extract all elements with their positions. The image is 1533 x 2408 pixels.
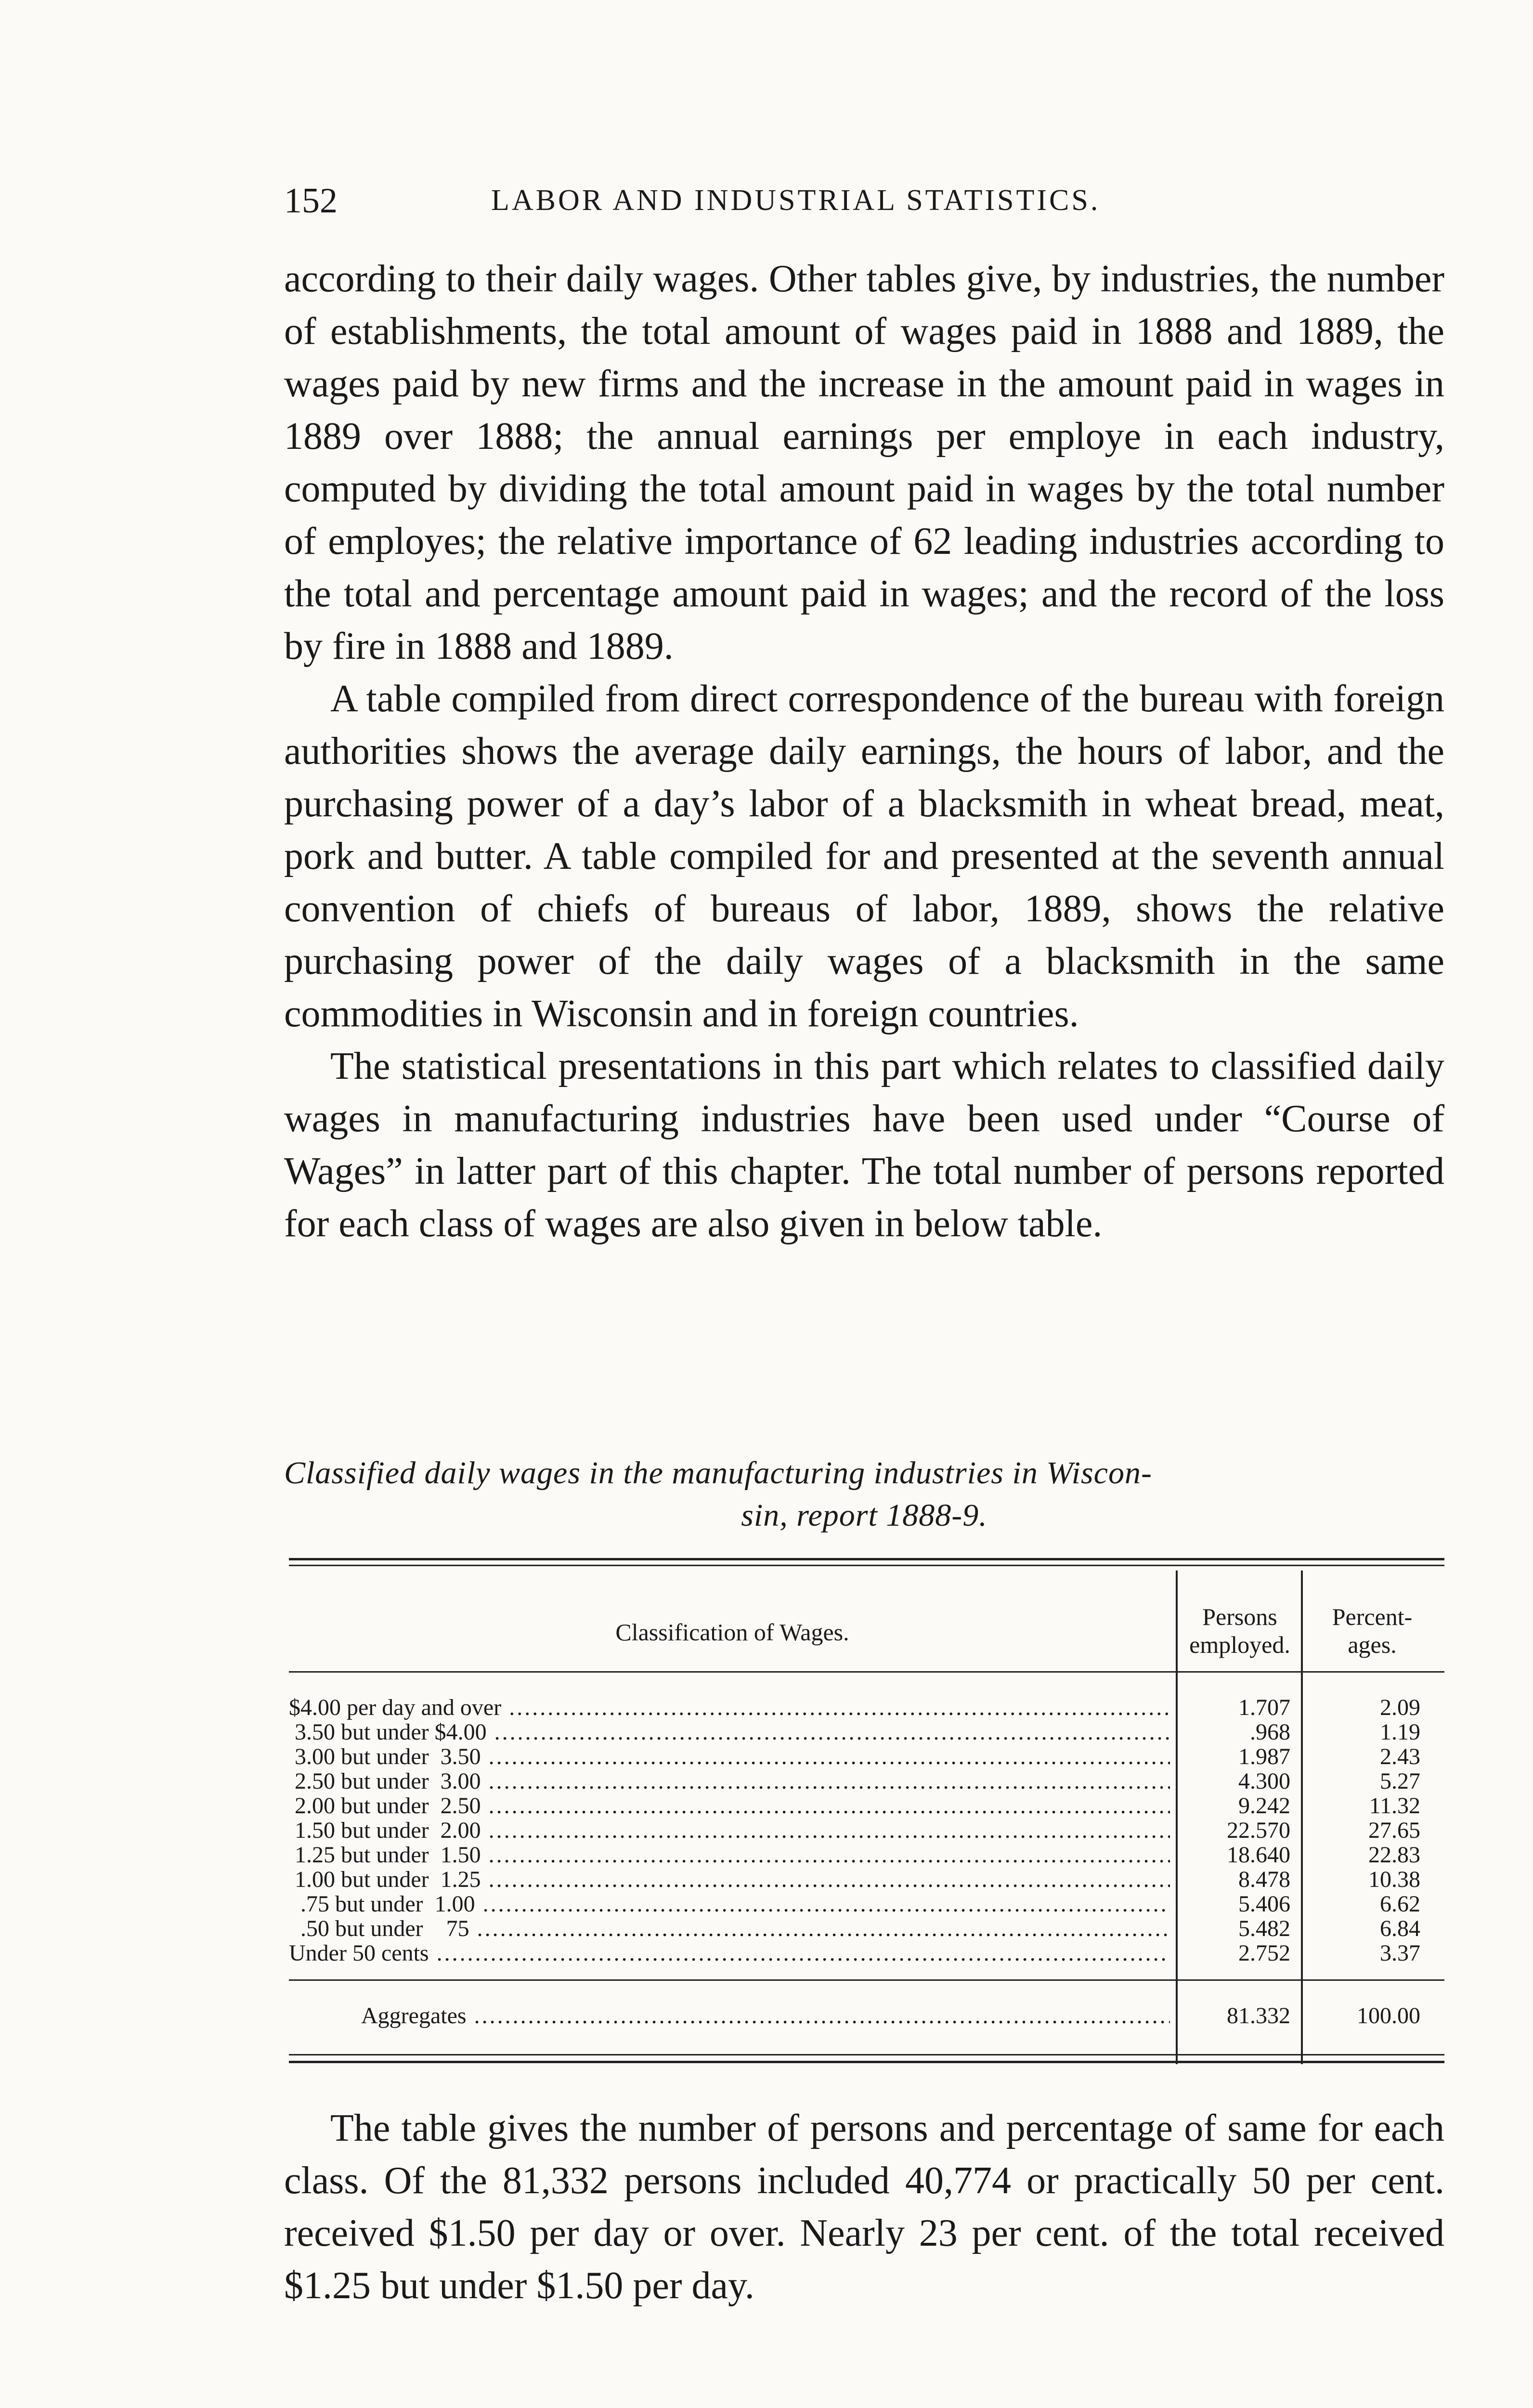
table-bottom-rule-inner — [289, 2054, 1444, 2055]
row-percent: 6.84 — [1380, 1916, 1420, 1941]
row-classification: 3.50 but under $4.00 ..... — [289, 1720, 1170, 1744]
table-top-rule-inner — [289, 1565, 1444, 1566]
row-percent: 27.65 — [1368, 1818, 1420, 1843]
row-percent: 2.09 — [1380, 1695, 1420, 1720]
table-row — [289, 1720, 1444, 1744]
table-row — [289, 1793, 1444, 1818]
aggregate-rule — [289, 1979, 1444, 1981]
table-row — [289, 1867, 1444, 1892]
row-classification: 1.50 but under 2.00 ..... — [289, 1818, 1170, 1843]
header-classification: Classification of Wages. — [615, 1619, 849, 1646]
table-bottom-rule — [289, 2061, 1444, 2063]
table-row — [289, 1769, 1444, 1793]
row-classification: 1.25 but under 1.50 ..... — [289, 1843, 1170, 1867]
row-persons: 8.478 — [1238, 1867, 1290, 1892]
row-persons: 2.752 — [1238, 1940, 1290, 1966]
row-percent: 6.62 — [1380, 1891, 1420, 1917]
row-percent: 10.38 — [1368, 1867, 1420, 1892]
row-classification: 2.00 but under 2.50 ..... — [289, 1793, 1170, 1818]
header-rule — [289, 1671, 1444, 1673]
row-persons: 1.707 — [1238, 1695, 1290, 1720]
aggregate-persons: 81.332 — [1227, 2003, 1290, 2028]
header-persons-line-2: employed. — [1189, 1631, 1290, 1658]
table-row — [289, 1892, 1444, 1916]
table-row — [289, 1818, 1444, 1843]
row-persons: 22.570 — [1227, 1818, 1290, 1843]
table-row — [289, 1695, 1444, 1720]
closing-paragraph: The table gives the number of persons and percentage of same for each class. Of the 81,332 persons included 40,774 or practically 50 per cent. received $1.50 per day or over. Nearly 23 per cent. of the total received $1.25 but under $1.50 per day. — [284, 2107, 1444, 2307]
row-percent: 11.32 — [1369, 1793, 1420, 1819]
running-head: LABOR AND INDUSTRIAL STATISTICS. — [491, 184, 1101, 217]
paragraph-2: A table compiled from direct correspondence of the bureau with foreign authorities shows the average daily earnings, the hours of labor, and the purchasing power of a day’s labor of a blacksmith in wheat bread, meat, pork and butter. A table compiled for and presented at the seventh annual convention of chiefs of bureaus of labor, 1889, shows the relative purchasing power of the daily wages of a blacksmith in the same commodities in Wisconsin and in foreign countries. — [284, 678, 1444, 1035]
row-persons: 5.406 — [1238, 1891, 1290, 1917]
header-percent-line-1: Percent- — [1332, 1603, 1413, 1630]
row-persons: 18.640 — [1227, 1842, 1290, 1868]
header-percent-line-2: ages. — [1348, 1631, 1397, 1658]
row-percent: 1.19 — [1380, 1719, 1420, 1745]
wages-table — [289, 1558, 1444, 2068]
row-percent: 22.83 — [1368, 1842, 1420, 1868]
table-row — [289, 1916, 1444, 1941]
table-caption-line-1: Classified daily wages in the manufacturing industries in Wiscon- — [284, 1455, 1152, 1491]
header-persons-line-1: Persons — [1202, 1603, 1277, 1630]
aggregate-row — [289, 2003, 1444, 2028]
table-caption-line-2: sin, report 1888-9. — [741, 1498, 987, 1533]
row-persons: .968 — [1250, 1719, 1290, 1745]
row-classification: $4.00 per day and over ..... — [289, 1695, 1170, 1720]
row-classification: .75 but under 1.00 ..... — [289, 1892, 1170, 1916]
row-classification: 2.50 but under 3.00 ..... — [289, 1769, 1170, 1793]
row-classification: .50 but under 75 ..... — [289, 1916, 1170, 1941]
row-classification: 1.00 but under 1.25 ..... — [289, 1867, 1170, 1892]
book-page — [284, 0, 1444, 2408]
page-number: 152 — [284, 181, 338, 221]
row-percent: 2.43 — [1380, 1744, 1420, 1769]
row-percent: 3.37 — [1380, 1940, 1420, 1966]
aggregate-percent: 100.00 — [1357, 2003, 1420, 2028]
page-header — [284, 181, 1444, 229]
table-top-rule — [289, 1558, 1444, 1560]
table-row — [289, 1744, 1444, 1769]
table-row — [289, 1843, 1444, 1867]
aggregate-label: Aggregates ..... — [361, 2003, 1170, 2028]
row-percent: 5.27 — [1380, 1768, 1420, 1794]
row-persons: 1.987 — [1238, 1744, 1290, 1769]
row-persons: 4.300 — [1238, 1768, 1290, 1794]
body-text — [284, 253, 1444, 1250]
paragraph-1: according to their daily wages. Other tables give, by industries, the number of establishments, the total amount of wages paid in 1888 and 1889, the wages paid by new firms and the increase in the amount paid in wages in 1889 over 1888; the annual earnings per employe in each industry, computed by dividing the total amount paid in wages by the total number of employes; the relative importance of 62 leading industries according to the total and percentage amount paid in wages; and the record of the loss by fire in 1888 and 1889. — [284, 258, 1444, 667]
row-persons: 9.242 — [1238, 1793, 1290, 1819]
closing-text — [284, 2102, 1444, 2312]
table-caption — [284, 1452, 1444, 1537]
row-classification: Under 50 cents ..... — [289, 1941, 1170, 1965]
table-row — [289, 1941, 1444, 1965]
row-persons: 5.482 — [1238, 1916, 1290, 1941]
paragraph-3: The statistical presentations in this part which relates to classified daily wages in manufacturing industries have been used under “Course of Wages” in latter part of this chapter. The total number of persons reported for each class of wages are also given in below table. — [284, 1045, 1444, 1245]
row-classification: 3.00 but under 3.50 ..... — [289, 1744, 1170, 1769]
